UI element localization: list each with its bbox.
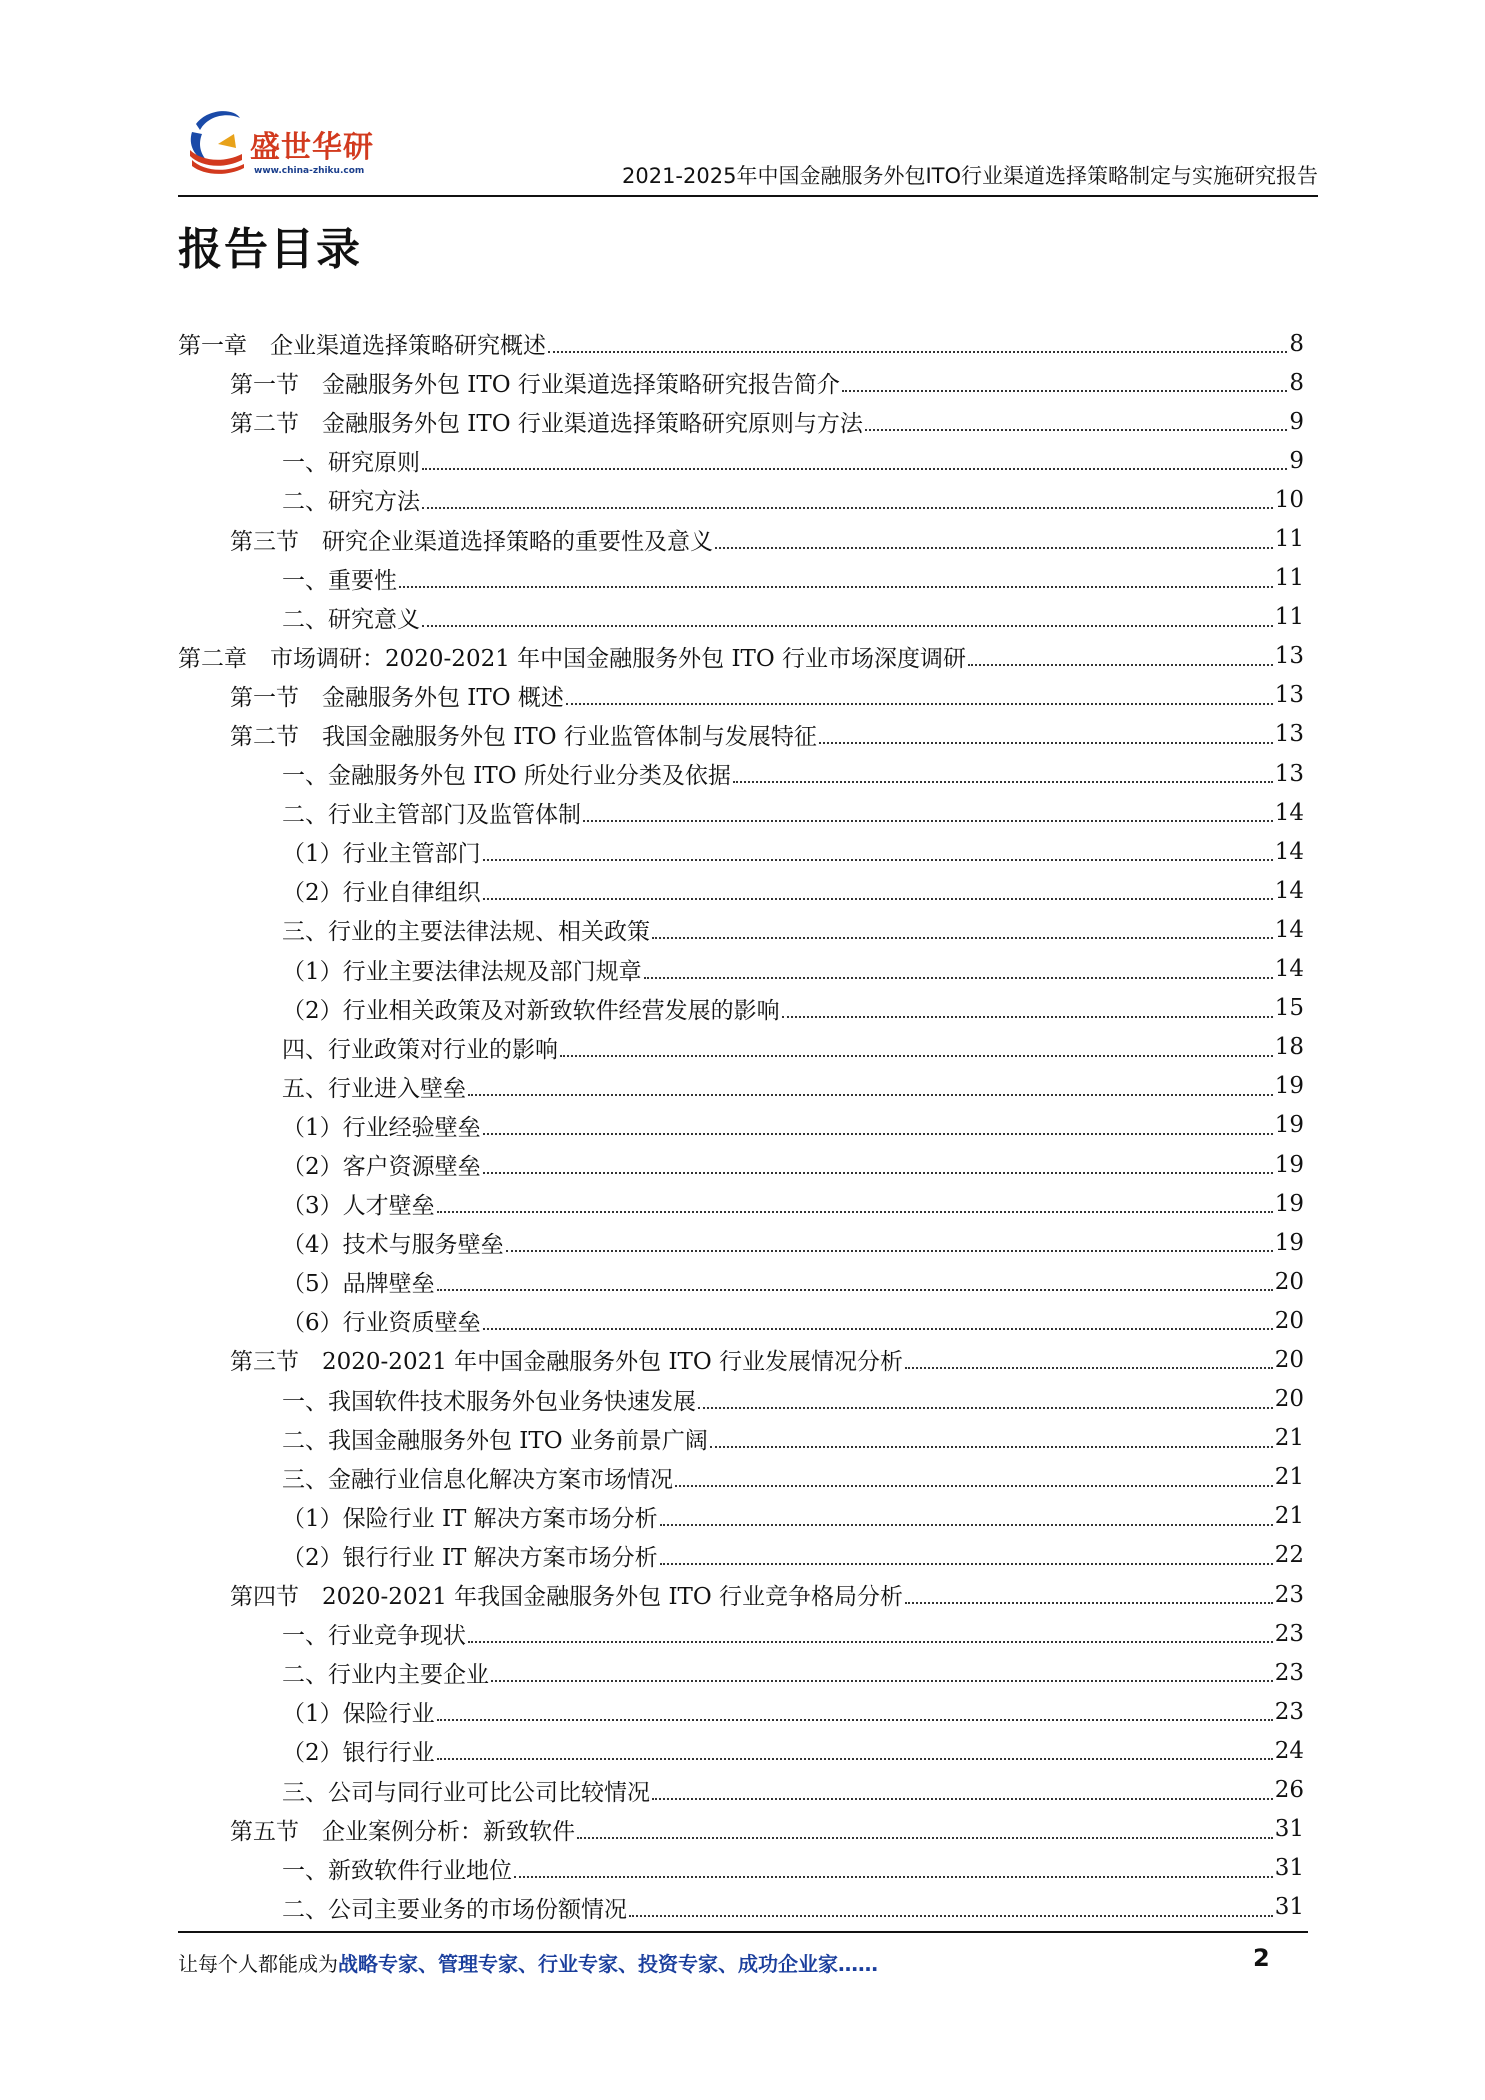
toc-entry-title: 一、新致软件行业地位	[282, 1857, 512, 1884]
toc-entry-page: 19	[1274, 1112, 1304, 1139]
toc-entry[interactable]	[178, 1888, 1304, 1927]
toc-dot-leader	[698, 1406, 1273, 1409]
toc-entry[interactable]	[178, 1810, 1304, 1849]
toc-entry[interactable]	[178, 1497, 1304, 1536]
toc-entry-page: 8	[1289, 330, 1304, 357]
page-header	[178, 98, 1318, 198]
header-divider	[178, 195, 1318, 197]
toc-entry[interactable]	[178, 480, 1304, 519]
toc-entry[interactable]	[178, 1692, 1304, 1731]
toc-entry-title: 第三节 研究企业渠道选择策略的重要性及意义	[230, 528, 713, 555]
toc-dot-leader	[968, 663, 1273, 666]
toc-entry[interactable]	[178, 754, 1304, 793]
toc-entry-title: 一、行业竞争现状	[282, 1623, 466, 1650]
toc-entry-title: （4）技术与服务壁垒	[282, 1232, 504, 1259]
toc-entry-title: （3）人才壁垒	[282, 1193, 435, 1220]
logo-name: 盛世华研	[250, 130, 374, 165]
toc-entry-title: 一、研究原则	[282, 450, 420, 477]
footer-slogan-roles: 战略专家、管理专家、行业专家、投资专家、成功企业家……	[338, 1952, 878, 1976]
toc-dot-leader	[733, 780, 1273, 783]
toc-entry[interactable]	[178, 1301, 1304, 1340]
toc-entry-page: 14	[1274, 877, 1304, 904]
toc-entry-page: 26	[1274, 1777, 1304, 1804]
logo	[178, 104, 448, 184]
toc-entry-title: （1）行业经验壁垒	[282, 1114, 481, 1141]
toc-dot-leader	[468, 1640, 1273, 1643]
toc-dot-leader	[842, 389, 1287, 392]
toc-entry-page: 14	[1274, 799, 1304, 826]
toc-dot-leader	[422, 467, 1287, 470]
footer-slogan	[178, 1948, 878, 1977]
toc-entry-title: 一、我国软件技术服务外包业务快速发展	[282, 1388, 696, 1415]
toc-entry[interactable]	[178, 1849, 1304, 1888]
toc-dot-leader	[560, 1054, 1273, 1057]
toc-dot-leader	[660, 1523, 1273, 1526]
toc-entry[interactable]	[178, 1536, 1304, 1575]
document-title: 2021-2025年中国金融服务外包ITO行业渠道选择策略制定与实施研究报告	[621, 164, 1318, 188]
toc-entry-title: 三、行业的主要法律法规、相关政策	[282, 919, 650, 946]
page-title: 报告目录	[178, 224, 362, 275]
toc-entry[interactable]	[178, 1731, 1304, 1770]
toc-entry-page: 11	[1274, 604, 1304, 631]
toc-dot-leader	[905, 1601, 1273, 1604]
toc-entry-page: 13	[1274, 721, 1304, 748]
toc-entry-title: 二、公司主要业务的市场份额情况	[282, 1896, 627, 1923]
toc-entry-page: 14	[1274, 916, 1304, 943]
logo-emblem-icon	[178, 104, 258, 184]
toc-entry-title: （1）行业主要法律法规及部门规章	[282, 958, 642, 985]
toc-entry[interactable]	[178, 363, 1304, 402]
toc-entry-title: 四、行业政策对行业的影响	[282, 1036, 558, 1063]
toc-dot-leader	[506, 1249, 1273, 1252]
toc-entry-title: （2）银行行业	[282, 1740, 435, 1767]
page-number: 2	[1253, 1944, 1270, 1972]
toc-entry[interactable]	[178, 1458, 1304, 1497]
toc-dot-leader	[905, 1366, 1273, 1369]
toc-entry[interactable]	[178, 441, 1304, 480]
toc-entry[interactable]	[178, 1223, 1304, 1262]
toc-dot-leader	[491, 1679, 1273, 1682]
toc-entry-title: 二、行业内主要企业	[282, 1662, 489, 1689]
toc-entry[interactable]	[178, 1380, 1304, 1419]
toc-entry-title: 二、研究意义	[282, 606, 420, 633]
toc-entry[interactable]	[178, 637, 1304, 676]
toc-dot-leader	[715, 546, 1273, 549]
toc-dot-leader	[437, 1288, 1273, 1291]
toc-entry[interactable]	[178, 793, 1304, 832]
toc-entry-title: 第一节 金融服务外包 ITO 概述	[230, 684, 564, 711]
toc-entry-title: 第三节 2020-2021 年中国金融服务外包 ITO 行业发展情况分析	[230, 1349, 904, 1376]
toc-dot-leader	[483, 1132, 1273, 1135]
toc-dot-leader	[652, 936, 1273, 939]
toc-entry-page: 20	[1274, 1307, 1304, 1334]
toc-entry-page: 24	[1274, 1737, 1304, 1764]
toc-entry-page: 8	[1289, 369, 1304, 396]
toc-entry-page: 10	[1274, 486, 1304, 513]
toc-dot-leader	[483, 1327, 1273, 1330]
toc-entry-page: 21	[1274, 1464, 1304, 1491]
toc-entry-page: 20	[1274, 1268, 1304, 1295]
toc-entry[interactable]	[178, 1106, 1304, 1145]
toc-entry[interactable]	[178, 1184, 1304, 1223]
toc-entry-page: 15	[1274, 995, 1304, 1022]
toc-dot-leader	[483, 858, 1273, 861]
toc-entry[interactable]	[178, 1145, 1304, 1184]
toc-dot-leader	[660, 1562, 1273, 1565]
toc-entry-title: （5）品牌壁垒	[282, 1271, 435, 1298]
toc-entry-page: 19	[1274, 1151, 1304, 1178]
toc-entry[interactable]	[178, 1770, 1304, 1809]
toc-entry-title: 三、金融行业信息化解决方案市场情况	[282, 1466, 673, 1493]
toc-entry-page: 13	[1274, 760, 1304, 787]
toc-entry-page: 14	[1274, 838, 1304, 865]
toc-entry-page: 14	[1274, 956, 1304, 983]
toc-entry-page: 19	[1274, 1190, 1304, 1217]
toc-dot-leader	[710, 1445, 1273, 1448]
toc-entry-title: 第二章 市场调研：2020-2021 年中国金融服务外包 ITO 行业市场深度调研	[178, 645, 967, 672]
toc-dot-leader	[399, 585, 1273, 588]
toc-dot-leader	[437, 1718, 1273, 1721]
toc-entry[interactable]	[178, 910, 1304, 949]
toc-entry-page: 31	[1274, 1855, 1304, 1882]
toc-entry[interactable]	[178, 950, 1304, 989]
toc-dot-leader	[652, 1797, 1273, 1800]
toc-entry-title: 三、公司与同行业可比公司比较情况	[282, 1779, 650, 1806]
toc-entry-page: 31	[1274, 1894, 1304, 1921]
toc-entry-page: 11	[1274, 526, 1304, 553]
toc-entry-title: 第二节 我国金融服务外包 ITO 行业监管体制与发展特征	[230, 723, 817, 750]
toc-entry[interactable]	[178, 871, 1304, 910]
toc-entry-page: 23	[1274, 1620, 1304, 1647]
toc-dot-leader	[577, 1836, 1273, 1839]
toc-entry-title: 第一节 金融服务外包 ITO 行业渠道选择策略研究报告简介	[230, 372, 840, 399]
toc-entry-page: 9	[1289, 447, 1304, 474]
toc-entry-title: （2）行业自律组织	[282, 880, 481, 907]
toc-entry-title: 五、行业进入壁垒	[282, 1075, 466, 1102]
toc-entry-page: 11	[1274, 565, 1304, 592]
toc-dot-leader	[675, 1484, 1273, 1487]
toc-entry-title: 一、金融服务外包 ITO 所处行业分类及依据	[282, 763, 731, 790]
toc-entry-page: 9	[1289, 408, 1304, 435]
toc-entry-page: 13	[1274, 643, 1304, 670]
toc-dot-leader	[437, 1757, 1273, 1760]
toc-entry-title: 二、行业主管部门及监管体制	[282, 802, 581, 829]
toc-entry[interactable]	[178, 402, 1304, 441]
toc-dot-leader	[468, 1093, 1273, 1096]
toc-entry-page: 31	[1274, 1816, 1304, 1843]
toc-entry-page: 23	[1274, 1659, 1304, 1686]
toc-entry-title: （1）行业主管部门	[282, 841, 481, 868]
toc-dot-leader	[583, 819, 1273, 822]
toc-entry[interactable]	[178, 1067, 1304, 1106]
toc-entry-page: 23	[1274, 1698, 1304, 1725]
toc-entry-title: 第五节 企业案例分析：新致软件	[230, 1818, 575, 1845]
toc-entry-title: （6）行业资质壁垒	[282, 1310, 481, 1337]
toc-entry[interactable]	[178, 1653, 1304, 1692]
footer-slogan-lead: 让每个人都能成为	[178, 1952, 338, 1976]
toc-entry[interactable]	[178, 676, 1304, 715]
toc-entry[interactable]	[178, 1614, 1304, 1653]
toc-entry-title: （2）行业相关政策及对新致软件经营发展的影响	[282, 997, 780, 1024]
toc-entry[interactable]	[178, 519, 1304, 558]
toc-entry-page: 22	[1274, 1542, 1304, 1569]
toc-entry[interactable]	[178, 715, 1304, 754]
footer-divider	[178, 1931, 1308, 1933]
toc-entry-title: 二、我国金融服务外包 ITO 业务前景广阔	[282, 1427, 708, 1454]
toc-entry-page: 18	[1274, 1034, 1304, 1061]
table-of-contents	[178, 324, 1304, 1927]
toc-entry-page: 20	[1274, 1346, 1304, 1373]
toc-dot-leader	[483, 897, 1273, 900]
toc-dot-leader	[865, 428, 1287, 431]
toc-dot-leader	[629, 1914, 1273, 1917]
toc-entry[interactable]	[178, 1028, 1304, 1067]
toc-entry[interactable]	[178, 1419, 1304, 1458]
toc-entry-page: 13	[1274, 682, 1304, 709]
toc-entry[interactable]	[178, 832, 1304, 871]
toc-entry-page: 19	[1274, 1073, 1304, 1100]
toc-entry-title: （2）银行行业 IT 解决方案市场分析	[282, 1544, 658, 1571]
toc-entry-page: 21	[1274, 1503, 1304, 1530]
toc-entry[interactable]	[178, 598, 1304, 637]
toc-dot-leader	[483, 1171, 1273, 1174]
toc-dot-leader	[437, 1210, 1273, 1213]
toc-dot-leader	[819, 741, 1273, 744]
logo-url: www.china-zhiku.com	[254, 166, 365, 176]
toc-entry[interactable]	[178, 989, 1304, 1028]
toc-entry-page: 19	[1274, 1229, 1304, 1256]
toc-entry-page: 20	[1274, 1386, 1304, 1413]
toc-dot-leader	[422, 624, 1273, 627]
toc-entry[interactable]	[178, 1340, 1304, 1379]
toc-dot-leader	[782, 1015, 1273, 1018]
toc-entry[interactable]	[178, 1262, 1304, 1301]
toc-dot-leader	[548, 350, 1287, 353]
toc-entry[interactable]	[178, 559, 1304, 598]
toc-dot-leader	[566, 702, 1273, 705]
toc-entry-title: 第四节 2020-2021 年我国金融服务外包 ITO 行业竞争格局分析	[230, 1584, 904, 1611]
toc-entry-page: 21	[1274, 1425, 1304, 1452]
toc-entry-title: 一、重要性	[282, 567, 397, 594]
toc-entry-title: 二、研究方法	[282, 489, 420, 516]
toc-entry-title: （2）客户资源壁垒	[282, 1154, 481, 1181]
toc-entry-page: 23	[1274, 1581, 1304, 1608]
toc-entry-title: 第一章 企业渠道选择策略研究概述	[178, 333, 546, 360]
toc-dot-leader	[644, 976, 1273, 979]
toc-entry-title: （1）保险行业 IT 解决方案市场分析	[282, 1505, 658, 1532]
toc-entry-title: 第二节 金融服务外包 ITO 行业渠道选择策略研究原则与方法	[230, 411, 863, 438]
toc-dot-leader	[514, 1875, 1273, 1878]
toc-entry[interactable]	[178, 1575, 1304, 1614]
toc-entry[interactable]	[178, 324, 1304, 363]
toc-entry-title: （1）保险行业	[282, 1701, 435, 1728]
toc-dot-leader	[422, 506, 1273, 509]
